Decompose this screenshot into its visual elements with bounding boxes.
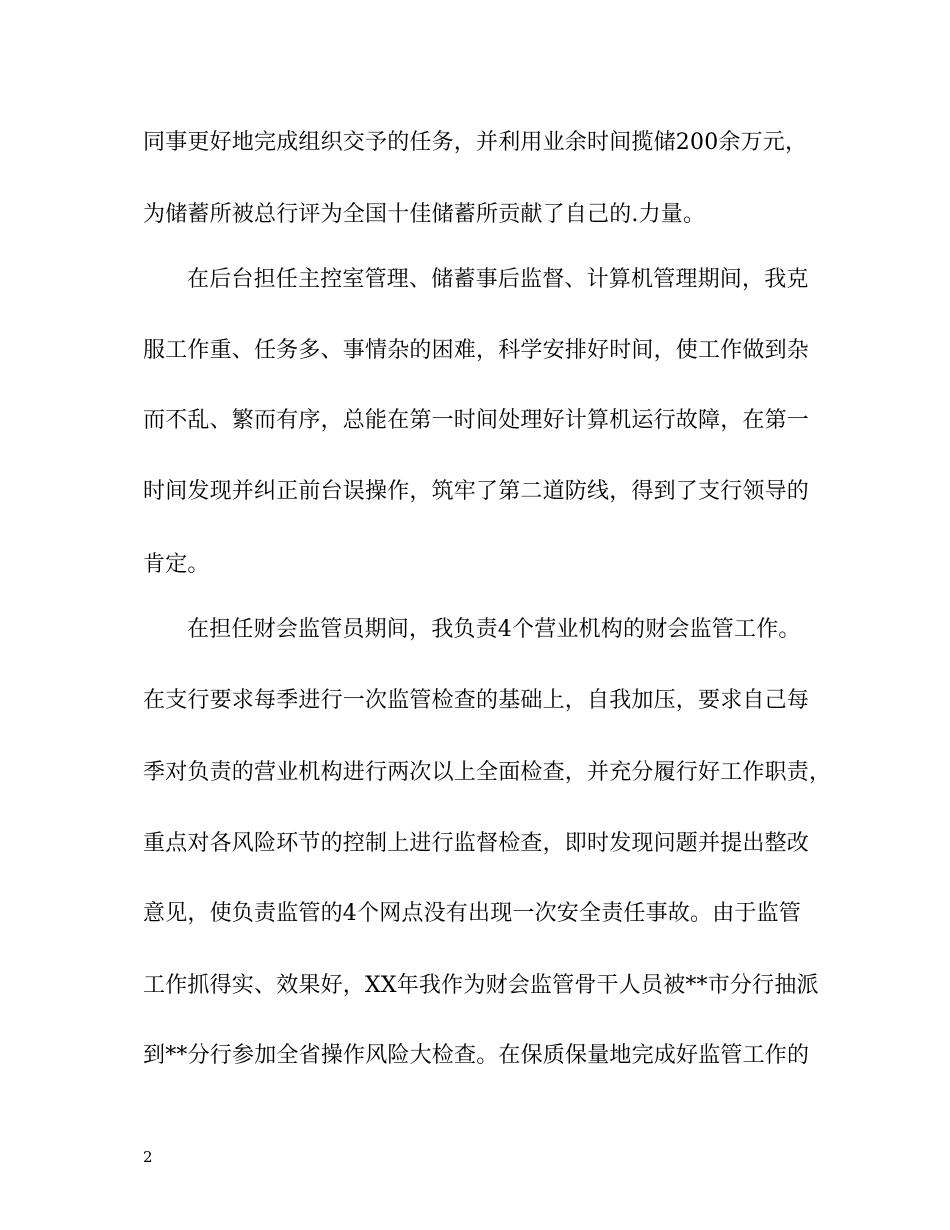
page-number: 2 bbox=[143, 1148, 153, 1166]
text-line-2: 为储蓄所被总行评为全国十佳储蓄所贡献了自己的.力量。 bbox=[143, 202, 706, 227]
text-line-10: 季对负责的营业机构进行两次以上全面检查，并充分履行好工作职责， bbox=[143, 760, 832, 785]
text-line-7: 肯定。 bbox=[143, 552, 210, 577]
text-line-14: 到**分行参加全省操作风险大检查。在保质保量地完成好监管工作的 bbox=[143, 1043, 810, 1068]
text-line-1: 同事更好地完成组织交予的任务，并利用业余时间揽储200余万元， bbox=[143, 130, 808, 155]
text-line-6: 时间发现并纠正前台误操作，筑牢了第二道防线，得到了支行领导的 bbox=[143, 479, 810, 504]
text-line-4: 服工作重、任务多、事情杂的困难，科学安排好时间，使工作做到杂 bbox=[143, 338, 810, 363]
text-line-9: 在支行要求每季进行一次监管检查的基础上，自我加压，要求自己每 bbox=[143, 688, 810, 713]
text-line-11: 重点对各风险环节的控制上进行监督检查，即时发现问题并提出整改 bbox=[143, 831, 810, 856]
text-line-12: 意见，使负责监管的4个网点没有出现一次安全责任事故。由于监管 bbox=[143, 901, 801, 926]
text-line-13: 工作抓得实、效果好，XX年我作为财会监管骨干人员被**市分行抽派 bbox=[143, 973, 819, 998]
text-line-3: 在后台担任主控室管理、储蓄事后监督、计算机管理期间，我克 bbox=[187, 267, 809, 292]
text-line-8: 在担任财会监管员期间，我负责4个营业机构的财会监管工作。 bbox=[187, 617, 801, 642]
text-line-5: 而不乱、繁而有序，总能在第一时间处理好计算机运行故障，在第一 bbox=[143, 408, 810, 433]
